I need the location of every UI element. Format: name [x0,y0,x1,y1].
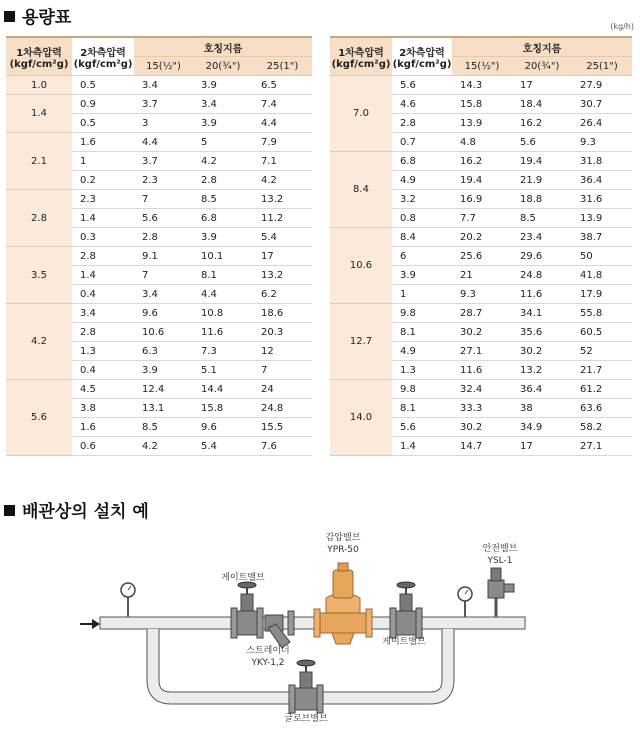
secondary-pressure-cell: 2.3 [72,190,134,209]
header-p2-label: 2차측압력 [80,47,126,59]
table-row [6,304,312,323]
unit-label: (kg/h) [610,22,634,31]
secondary-pressure-cell: 3.2 [392,190,452,209]
secondary-pressure-cell: 8.1 [392,323,452,342]
capacity-cell: 13.2 [253,266,312,285]
capacity-cell: 36.4 [572,171,632,190]
capacity-cell: 12 [253,342,312,361]
bullet-square-icon [4,505,15,516]
capacity-cell: 18.6 [253,304,312,323]
header-nominal-right: 호칭지름 [452,37,632,57]
secondary-pressure-cell: 2.8 [72,247,134,266]
table-row [6,380,312,399]
header-p1-right-label: 1차측압력 [338,47,384,59]
capacity-cell: 19.4 [512,152,572,171]
secondary-pressure-cell: 0.3 [72,228,134,247]
capacity-cell: 15.5 [253,418,312,437]
capacity-cell: 6.2 [253,285,312,304]
capacity-cell: 7 [134,190,193,209]
capacity-cell: 7.9 [253,133,312,152]
table-row [6,247,312,266]
label-reducing-model: YPR-50 [327,545,359,555]
capacity-cell: 25.6 [452,247,512,266]
label-check-valve: 게이트밸브 [382,637,426,647]
capacity-cell: 3 [134,114,193,133]
capacity-cell: 16.2 [512,114,572,133]
capacity-cell: 13.2 [512,361,572,380]
capacity-cell: 20.3 [253,323,312,342]
reducing-valve-icon [314,563,372,644]
label-relief-valve: 안전밸브 [482,544,518,554]
capacity-cell: 2.8 [134,228,193,247]
primary-pressure-cell: 12.7 [330,304,392,380]
capacity-cell: 52 [572,342,632,361]
capacity-cell: 30.7 [572,95,632,114]
capacity-cell: 21 [452,266,512,285]
capacity-cell: 7.1 [253,152,312,171]
primary-pressure-cell: 10.6 [330,228,392,304]
label-gate-valve: 게이트밸브 [221,573,265,583]
capacity-cell: 3.7 [134,95,193,114]
capacity-cell: 33.3 [452,399,512,418]
capacity-cell: 9.3 [572,133,632,152]
secondary-pressure-cell: 2.8 [72,323,134,342]
primary-pressure-cell: 1.0 [6,76,72,95]
header-p1 [6,37,72,76]
table-row [330,152,632,171]
table-row [6,190,312,209]
capacity-cell: 14.7 [452,437,512,456]
capacity-cell: 61.2 [572,380,632,399]
capacity-cell: 34.1 [512,304,572,323]
capacity-cell: 36.4 [512,380,572,399]
capacity-cell: 5.4 [193,437,253,456]
capacity-cell: 11.6 [512,285,572,304]
capacity-table-right [330,36,632,456]
capacity-cell: 5.6 [134,209,193,228]
capacity-cell: 24.8 [512,266,572,285]
capacity-cell: 3.9 [134,361,193,380]
capacity-cell: 3.4 [193,95,253,114]
capacity-cell: 7.6 [253,437,312,456]
pressure-gauge-right-icon [458,587,472,617]
capacity-cell: 9.6 [193,418,253,437]
section-title-installation [4,497,149,522]
capacity-cell: 10.6 [134,323,193,342]
capacity-cell: 14.3 [452,76,512,95]
secondary-pressure-cell: 8.1 [392,399,452,418]
secondary-pressure-cell: 1.6 [72,418,134,437]
gate-valve-left-icon [231,582,263,638]
globe-valve-icon [289,660,323,713]
header-p2-right [392,37,452,76]
capacity-cell: 28.7 [452,304,512,323]
capacity-cell: 35.6 [512,323,572,342]
capacity-cell: 21.9 [512,171,572,190]
capacity-cell: 15.8 [193,399,253,418]
primary-pressure-cell: 7.0 [330,76,392,152]
capacity-cell: 8.5 [512,209,572,228]
secondary-pressure-cell: 1.3 [72,342,134,361]
capacity-cell: 30.2 [452,323,512,342]
capacity-cell: 3.9 [193,76,253,95]
capacity-cell: 8.1 [193,266,253,285]
capacity-cell: 5 [193,133,253,152]
table-row [330,304,632,323]
header-nominal: 호칭지름 [134,37,312,57]
secondary-pressure-cell: 4.9 [392,171,452,190]
primary-pressure-cell: 2.1 [6,133,72,190]
secondary-pressure-cell: 5.6 [392,76,452,95]
capacity-cell: 63.6 [572,399,632,418]
capacity-cell: 38.7 [572,228,632,247]
capacity-cell: 15.8 [452,95,512,114]
secondary-pressure-cell: 1.4 [392,437,452,456]
installation-title-text: 배관상의 설치 예 [22,502,149,522]
capacity-cell: 16.9 [452,190,512,209]
capacity-cell: 7 [134,266,193,285]
secondary-pressure-cell: 4.9 [392,342,452,361]
capacity-cell: 21.7 [572,361,632,380]
table-row [6,95,312,114]
main-pipe [100,617,525,629]
capacity-cell: 4.4 [253,114,312,133]
capacity-cell: 3.4 [134,285,193,304]
header-p2-right-unit: (kgf/cm²g) [392,58,452,70]
capacity-cell: 32.4 [452,380,512,399]
secondary-pressure-cell: 0.4 [72,361,134,380]
capacity-cell: 4.8 [452,133,512,152]
capacity-cell: 6.8 [193,209,253,228]
capacity-cell: 10.8 [193,304,253,323]
capacity-cell: 4.4 [193,285,253,304]
secondary-pressure-cell: 3.8 [72,399,134,418]
secondary-pressure-cell: 1.4 [72,266,134,285]
capacity-cell: 3.7 [134,152,193,171]
table-row [330,76,632,95]
table-row [330,380,632,399]
capacity-cell: 11.2 [253,209,312,228]
capacity-cell: 6.5 [253,76,312,95]
relief-valve-icon [488,568,514,617]
capacity-cell: 23.4 [512,228,572,247]
capacity-cell: 31.6 [572,190,632,209]
capacity-cell: 18.8 [512,190,572,209]
capacity-cell: 27.1 [452,342,512,361]
capacity-cell: 17 [253,247,312,266]
capacity-cell: 17 [512,437,572,456]
capacity-cell: 30.2 [452,418,512,437]
capacity-table-left [6,36,312,456]
header-p2-unit: (kgf/cm²g) [73,58,133,70]
header-p1-unit: (kgf/cm²g) [9,58,69,70]
capacity-cell: 9.3 [452,285,512,304]
header-size-15: 15(½") [134,57,193,76]
capacity-cell: 27.9 [572,76,632,95]
capacity-cell: 7 [253,361,312,380]
secondary-pressure-cell: 5.6 [392,418,452,437]
secondary-pressure-cell: 0.8 [392,209,452,228]
secondary-pressure-cell: 1 [392,285,452,304]
label-relief-model: YSL-1 [487,556,513,566]
secondary-pressure-cell: 9.8 [392,380,452,399]
capacity-cell: 4.4 [134,133,193,152]
secondary-pressure-cell: 6.8 [392,152,452,171]
primary-pressure-cell: 3.5 [6,247,72,304]
header-size-25: 25(1") [253,57,312,76]
capacity-cell: 60.5 [572,323,632,342]
capacity-cell: 14.4 [193,380,253,399]
capacity-cell: 13.1 [134,399,193,418]
secondary-pressure-cell: 1.4 [72,209,134,228]
label-strainer: 스트레이너 [246,646,290,656]
primary-pressure-cell: 5.6 [6,380,72,456]
capacity-title-text: 용량표 [22,8,72,28]
table-row [330,228,632,247]
label-strainer-model: YKY-1,2 [251,658,285,668]
capacity-cell: 13.2 [253,190,312,209]
capacity-cell: 11.6 [193,323,253,342]
capacity-cell: 38 [512,399,572,418]
header-size-20: 20(¾") [193,57,253,76]
capacity-cell: 19.4 [452,171,512,190]
secondary-pressure-cell: 0.9 [72,95,134,114]
secondary-pressure-cell: 1 [72,152,134,171]
secondary-pressure-cell: 4.5 [72,380,134,399]
secondary-pressure-cell: 0.4 [72,285,134,304]
gate-valve-right-icon [390,582,422,638]
label-reducing-valve: 감압밸브 [325,533,361,543]
capacity-cell: 2.8 [193,171,253,190]
primary-pressure-cell: 14.0 [330,380,392,456]
secondary-pressure-cell: 1.6 [72,133,134,152]
capacity-cell: 11.6 [452,361,512,380]
capacity-cell: 20.2 [452,228,512,247]
pressure-gauge-left-icon [121,583,135,617]
capacity-cell: 5.6 [512,133,572,152]
primary-pressure-cell: 1.4 [6,95,72,133]
header-p2 [72,37,134,76]
piping-diagram [0,520,640,729]
secondary-pressure-cell: 8.4 [392,228,452,247]
flow-arrow-icon [80,619,100,629]
capacity-cell: 58.2 [572,418,632,437]
capacity-cell: 26.4 [572,114,632,133]
capacity-cell: 12.4 [134,380,193,399]
capacity-cell: 27.1 [572,437,632,456]
primary-pressure-cell: 8.4 [330,152,392,228]
capacity-cell: 17.9 [572,285,632,304]
capacity-cell: 8.5 [134,418,193,437]
capacity-cell: 55.8 [572,304,632,323]
secondary-pressure-cell: 0.7 [392,133,452,152]
capacity-cell: 6.3 [134,342,193,361]
section-title-capacity [4,3,71,28]
secondary-pressure-cell: 9.8 [392,304,452,323]
capacity-cell: 3.4 [134,76,193,95]
strainer-icon [265,611,294,648]
capacity-cell: 5.4 [253,228,312,247]
secondary-pressure-cell: 2.8 [392,114,452,133]
secondary-pressure-cell: 0.5 [72,76,134,95]
header-size-15-right: 15(½") [452,57,512,76]
primary-pressure-cell: 4.2 [6,304,72,380]
capacity-cell: 9.6 [134,304,193,323]
capacity-cell: 29.6 [512,247,572,266]
secondary-pressure-cell: 6 [392,247,452,266]
capacity-cell: 13.9 [572,209,632,228]
secondary-pressure-cell: 0.5 [72,114,134,133]
capacity-cell: 34.9 [512,418,572,437]
capacity-cell: 24.8 [253,399,312,418]
bullet-square-icon [4,11,15,22]
header-p1-label: 1차측압력 [16,47,62,59]
header-size-20-right: 20(¾") [512,57,572,76]
capacity-cell: 4.2 [253,171,312,190]
capacity-cell: 50 [572,247,632,266]
secondary-pressure-cell: 0.6 [72,437,134,456]
capacity-cell: 13.9 [452,114,512,133]
secondary-pressure-cell: 3.4 [72,304,134,323]
capacity-cell: 8.5 [193,190,253,209]
table-row [6,133,312,152]
header-p1-right [330,37,392,76]
header-p2-right-label: 2차측압력 [399,47,445,59]
capacity-cell: 4.2 [134,437,193,456]
capacity-cell: 7.7 [452,209,512,228]
capacity-cell: 2.3 [134,171,193,190]
capacity-cell: 9.1 [134,247,193,266]
capacity-cell: 16.2 [452,152,512,171]
capacity-cell: 31.8 [572,152,632,171]
secondary-pressure-cell: 1.3 [392,361,452,380]
secondary-pressure-cell: 4.6 [392,95,452,114]
capacity-cell: 5.1 [193,361,253,380]
header-p1-right-unit: (kgf/cm²g) [331,58,391,70]
primary-pressure-cell: 2.8 [6,190,72,247]
secondary-pressure-cell: 0.2 [72,171,134,190]
capacity-cell: 7.4 [253,95,312,114]
capacity-cell: 3.9 [193,114,253,133]
capacity-cell: 18.4 [512,95,572,114]
capacity-cell: 41.8 [572,266,632,285]
capacity-cell: 4.2 [193,152,253,171]
capacity-cell: 30.2 [512,342,572,361]
capacity-cell: 17 [512,76,572,95]
capacity-cell: 24 [253,380,312,399]
capacity-cell: 10.1 [193,247,253,266]
capacity-cell: 3.9 [193,228,253,247]
label-globe-valve: 글로브밸브 [284,714,328,724]
table-row [6,76,312,95]
secondary-pressure-cell: 3.9 [392,266,452,285]
header-size-25-right: 25(1") [572,57,632,76]
capacity-cell: 7.3 [193,342,253,361]
